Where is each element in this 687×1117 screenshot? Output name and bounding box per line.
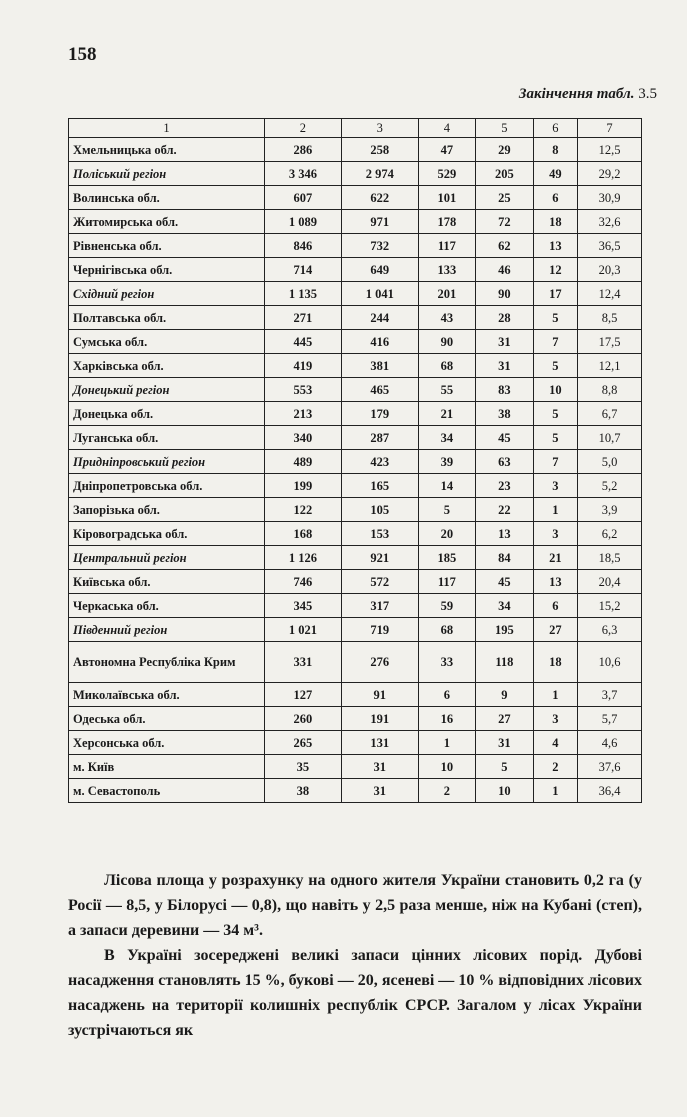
value-cell: 72 (476, 210, 533, 234)
value-cell: 260 (265, 707, 342, 731)
value-cell: 168 (265, 522, 342, 546)
value-cell: 27 (476, 707, 533, 731)
value-cell: 23 (476, 474, 533, 498)
value-cell: 732 (341, 234, 418, 258)
oblast-name-cell: Луганська обл. (69, 426, 265, 450)
table-row (69, 258, 642, 282)
value-cell: 178 (418, 210, 475, 234)
caption-text: Закінчення (518, 86, 594, 102)
value-cell: 101 (418, 186, 475, 210)
value-cell: 68 (418, 354, 475, 378)
value-cell: 6 (533, 186, 578, 210)
table-row (69, 546, 642, 570)
oblast-name-cell: Одеська обл. (69, 707, 265, 731)
value-cell: 28 (476, 306, 533, 330)
value-cell: 345 (265, 594, 342, 618)
value-cell: 13 (476, 522, 533, 546)
table-row (69, 498, 642, 522)
value-cell: 416 (341, 330, 418, 354)
value-cell: 3 (533, 522, 578, 546)
value-cell: 5 (476, 755, 533, 779)
value-cell: 25 (476, 186, 533, 210)
value-cell: 10 (418, 755, 475, 779)
table-body (69, 138, 642, 803)
value-cell: 38 (476, 402, 533, 426)
table-header-row (69, 119, 642, 138)
oblast-name-cell: Полтавська обл. (69, 306, 265, 330)
value-cell: 31 (476, 731, 533, 755)
value-cell: 381 (341, 354, 418, 378)
value-cell: 14 (418, 474, 475, 498)
value-cell: 199 (265, 474, 342, 498)
paragraph: В Україні зосереджені великі запаси цінних лісових порід. Дубові насадження становлять 15 %, букові — 20, ясеневі — 10 % відповідних лісових насаджень на території колишніх республік СРСР. Загалом у лісах України зустрічаються як (68, 947, 642, 1039)
value-cell: 34 (476, 594, 533, 618)
region-name-cell: Донецький регіон (69, 378, 265, 402)
table-row (69, 779, 642, 803)
value-cell: 18 (533, 210, 578, 234)
value-cell: 3 (533, 474, 578, 498)
value-cell: 185 (418, 546, 475, 570)
value-cell: 31 (476, 354, 533, 378)
value-cell: 55 (418, 378, 475, 402)
value-cell: 46 (476, 258, 533, 282)
value-cell: 10,6 (578, 642, 642, 683)
table-row (69, 642, 642, 683)
region-name-cell: Центральний регіон (69, 546, 265, 570)
value-cell: 10,7 (578, 426, 642, 450)
value-cell: 12 (533, 258, 578, 282)
value-cell: 17,5 (578, 330, 642, 354)
value-cell: 5 (533, 426, 578, 450)
value-cell: 195 (476, 618, 533, 642)
value-cell: 276 (341, 642, 418, 683)
table-row (69, 755, 642, 779)
forest-data-table (68, 118, 642, 803)
value-cell: 29,2 (578, 162, 642, 186)
region-name-cell: Східний регіон (69, 282, 265, 306)
value-cell: 6,3 (578, 618, 642, 642)
value-cell: 2 (533, 755, 578, 779)
column-header: 3 (341, 119, 418, 138)
value-cell: 91 (341, 683, 418, 707)
value-cell: 20 (418, 522, 475, 546)
value-cell: 179 (341, 402, 418, 426)
value-cell: 39 (418, 450, 475, 474)
value-cell: 133 (418, 258, 475, 282)
value-cell: 340 (265, 426, 342, 450)
value-cell: 649 (341, 258, 418, 282)
caption-number: 3.5 (638, 86, 657, 102)
value-cell: 117 (418, 570, 475, 594)
value-cell: 714 (265, 258, 342, 282)
oblast-name-cell: Київська обл. (69, 570, 265, 594)
table-row (69, 731, 642, 755)
value-cell: 1 (418, 731, 475, 755)
column-header: 5 (476, 119, 533, 138)
value-cell: 489 (265, 450, 342, 474)
value-cell: 127 (265, 683, 342, 707)
oblast-name-cell: Хмельницька обл. (69, 138, 265, 162)
table-row (69, 306, 642, 330)
page-number: 158 (68, 44, 97, 65)
value-cell: 419 (265, 354, 342, 378)
value-cell: 2 974 (341, 162, 418, 186)
value-cell: 265 (265, 731, 342, 755)
oblast-name-cell: Херсонська обл. (69, 731, 265, 755)
value-cell: 8,8 (578, 378, 642, 402)
value-cell: 49 (533, 162, 578, 186)
value-cell: 30,9 (578, 186, 642, 210)
value-cell: 27 (533, 618, 578, 642)
table-row (69, 683, 642, 707)
value-cell: 271 (265, 306, 342, 330)
value-cell: 13 (533, 570, 578, 594)
value-cell: 572 (341, 570, 418, 594)
oblast-name-cell: Кіровоградська обл. (69, 522, 265, 546)
value-cell: 12,1 (578, 354, 642, 378)
value-cell: 153 (341, 522, 418, 546)
value-cell: 622 (341, 186, 418, 210)
value-cell: 21 (533, 546, 578, 570)
value-cell: 43 (418, 306, 475, 330)
value-cell: 445 (265, 330, 342, 354)
table-row (69, 330, 642, 354)
value-cell: 165 (341, 474, 418, 498)
value-cell: 32,6 (578, 210, 642, 234)
value-cell: 1 (533, 498, 578, 522)
value-cell: 553 (265, 378, 342, 402)
oblast-name-cell: Чернігівська обл. (69, 258, 265, 282)
value-cell: 90 (476, 282, 533, 306)
value-cell: 37,6 (578, 755, 642, 779)
oblast-name-cell: Рівненська обл. (69, 234, 265, 258)
value-cell: 205 (476, 162, 533, 186)
value-cell: 8 (533, 138, 578, 162)
value-cell: 201 (418, 282, 475, 306)
value-cell: 83 (476, 378, 533, 402)
table-row (69, 378, 642, 402)
oblast-name-cell: Донецька обл. (69, 402, 265, 426)
oblast-name-cell: м. Київ (69, 755, 265, 779)
oblast-name-cell: Запорізька обл. (69, 498, 265, 522)
column-header: 6 (533, 119, 578, 138)
value-cell: 10 (533, 378, 578, 402)
value-cell: 16 (418, 707, 475, 731)
value-cell: 3 (533, 707, 578, 731)
value-cell: 5 (533, 402, 578, 426)
column-header: 4 (418, 119, 475, 138)
oblast-name-cell: Черкаська обл. (69, 594, 265, 618)
value-cell: 465 (341, 378, 418, 402)
value-cell: 1 (533, 779, 578, 803)
table-row (69, 354, 642, 378)
table-row (69, 138, 642, 162)
value-cell: 20,4 (578, 570, 642, 594)
column-header: 1 (69, 119, 265, 138)
paragraph: Лісова площа у розрахунку на одного жителя України становить 0,2 га (у Росії — 8,5, у Білорусі — 0,8), що навіть у 2,5 раза менше, ніж на Кубані (степ), а запаси деревини — 34 м³. (68, 872, 642, 939)
value-cell: 244 (341, 306, 418, 330)
value-cell: 6 (533, 594, 578, 618)
value-cell: 1 041 (341, 282, 418, 306)
value-cell: 746 (265, 570, 342, 594)
value-cell: 9 (476, 683, 533, 707)
table-row (69, 450, 642, 474)
value-cell: 90 (418, 330, 475, 354)
value-cell: 3,7 (578, 683, 642, 707)
value-cell: 10 (476, 779, 533, 803)
table-row (69, 234, 642, 258)
value-cell: 1 021 (265, 618, 342, 642)
value-cell: 286 (265, 138, 342, 162)
value-cell: 4 (533, 731, 578, 755)
value-cell: 846 (265, 234, 342, 258)
value-cell: 45 (476, 570, 533, 594)
value-cell: 122 (265, 498, 342, 522)
value-cell: 63 (476, 450, 533, 474)
value-cell: 1 135 (265, 282, 342, 306)
oblast-name-cell: Автономна Республіка Крим (69, 642, 265, 683)
region-name-cell: Придніпровський регіон (69, 450, 265, 474)
value-cell: 34 (418, 426, 475, 450)
oblast-name-cell: Миколаївська обл. (69, 683, 265, 707)
value-cell: 17 (533, 282, 578, 306)
value-cell: 607 (265, 186, 342, 210)
value-cell: 5,2 (578, 474, 642, 498)
value-cell: 33 (418, 642, 475, 683)
column-header: 7 (578, 119, 642, 138)
oblast-name-cell: м. Севастополь (69, 779, 265, 803)
value-cell: 258 (341, 138, 418, 162)
value-cell: 2 (418, 779, 475, 803)
value-cell: 423 (341, 450, 418, 474)
value-cell: 529 (418, 162, 475, 186)
table-caption (519, 86, 657, 103)
oblast-name-cell: Волинська обл. (69, 186, 265, 210)
table-row (69, 474, 642, 498)
value-cell: 213 (265, 402, 342, 426)
table-row (69, 186, 642, 210)
value-cell: 331 (265, 642, 342, 683)
value-cell: 12,4 (578, 282, 642, 306)
value-cell: 3,9 (578, 498, 642, 522)
value-cell: 36,4 (578, 779, 642, 803)
table-row (69, 570, 642, 594)
value-cell: 719 (341, 618, 418, 642)
value-cell: 13 (533, 234, 578, 258)
value-cell: 31 (476, 330, 533, 354)
value-cell: 18 (533, 642, 578, 683)
value-cell: 12,5 (578, 138, 642, 162)
value-cell: 20,3 (578, 258, 642, 282)
value-cell: 22 (476, 498, 533, 522)
value-cell: 62 (476, 234, 533, 258)
region-name-cell: Південний регіон (69, 618, 265, 642)
oblast-name-cell: Житомирська обл. (69, 210, 265, 234)
value-cell: 6,7 (578, 402, 642, 426)
value-cell: 5,0 (578, 450, 642, 474)
value-cell: 1 (533, 683, 578, 707)
value-cell: 1 126 (265, 546, 342, 570)
table-row (69, 618, 642, 642)
value-cell: 105 (341, 498, 418, 522)
value-cell: 5 (418, 498, 475, 522)
value-cell: 36,5 (578, 234, 642, 258)
value-cell: 68 (418, 618, 475, 642)
table-row (69, 282, 642, 306)
value-cell: 1 089 (265, 210, 342, 234)
body-text (68, 868, 642, 1043)
value-cell: 21 (418, 402, 475, 426)
value-cell: 191 (341, 707, 418, 731)
oblast-name-cell: Сумська обл. (69, 330, 265, 354)
value-cell: 84 (476, 546, 533, 570)
region-name-cell: Поліський регіон (69, 162, 265, 186)
value-cell: 118 (476, 642, 533, 683)
value-cell: 317 (341, 594, 418, 618)
value-cell: 45 (476, 426, 533, 450)
value-cell: 31 (341, 755, 418, 779)
table-row (69, 707, 642, 731)
column-header: 2 (265, 119, 342, 138)
value-cell: 18,5 (578, 546, 642, 570)
value-cell: 4,6 (578, 731, 642, 755)
oblast-name-cell: Харківська обл. (69, 354, 265, 378)
value-cell: 131 (341, 731, 418, 755)
table-row (69, 594, 642, 618)
value-cell: 5,7 (578, 707, 642, 731)
value-cell: 38 (265, 779, 342, 803)
value-cell: 35 (265, 755, 342, 779)
value-cell: 117 (418, 234, 475, 258)
value-cell: 29 (476, 138, 533, 162)
table-row (69, 210, 642, 234)
value-cell: 5 (533, 354, 578, 378)
value-cell: 47 (418, 138, 475, 162)
table-row (69, 162, 642, 186)
caption-label: табл. (596, 86, 635, 102)
table-row (69, 426, 642, 450)
value-cell: 59 (418, 594, 475, 618)
value-cell: 287 (341, 426, 418, 450)
value-cell: 921 (341, 546, 418, 570)
value-cell: 6 (418, 683, 475, 707)
value-cell: 6,2 (578, 522, 642, 546)
oblast-name-cell: Дніпропетровська обл. (69, 474, 265, 498)
table-row (69, 522, 642, 546)
value-cell: 3 346 (265, 162, 342, 186)
table-row (69, 402, 642, 426)
value-cell: 971 (341, 210, 418, 234)
value-cell: 31 (341, 779, 418, 803)
value-cell: 8,5 (578, 306, 642, 330)
value-cell: 7 (533, 330, 578, 354)
value-cell: 15,2 (578, 594, 642, 618)
value-cell: 7 (533, 450, 578, 474)
value-cell: 5 (533, 306, 578, 330)
